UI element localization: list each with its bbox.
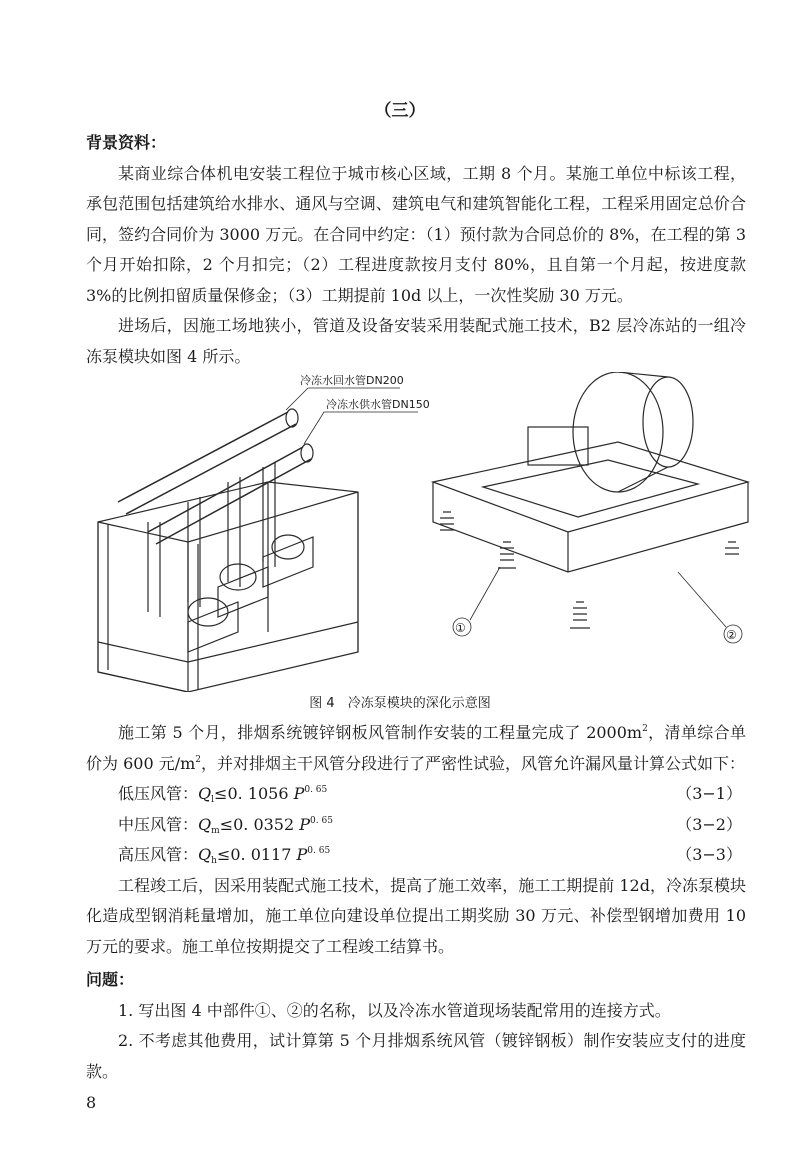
background-paragraph-1: 某商业综合体机电安装工程位于城市核心区域，工期 8 个月。某施工单位中标该工程，承包范围包括建筑给水排水、通风与空调、建筑电气和建筑智能化工程，工程采用固定总价合同，签约合同价为 3000 万元。在合同中约定：（1）预付款为合同总价的 8%，在工程的第 3 个月开始扣除，2 个月扣完；（2）工程进度款按月支付 80%，且自第一个月起，按进度款 3%的比例扣留质量保修金；（3）工期提前 10d 以上，一次性奖励 30 万元。 (86, 163, 746, 305)
duct-unit-sup-2: 2 (195, 754, 202, 765)
supply-pipe-label: 冷冻水供水管DN150 (326, 398, 430, 411)
formula-p: P (293, 784, 305, 803)
completion-paragraph: 工程竣工后，因采用装配式施工技术，提高了施工效率，施工工期提前 12d，冷冻泵模块化造成型钢消耗量增加，施工单位向建设单位提出工期奖励 30 万元、补偿型钢增加费用 10 万元的要求。施工单位按期提交了工程竣工结算书。 (86, 875, 746, 956)
questions-heading: 问题： (86, 970, 135, 989)
duct-text-a: 施工第 5 个月，排烟系统镀锌钢板风管制作安装的工程量完成了 2000m (118, 723, 643, 742)
pump-frame-drawing (98, 409, 358, 692)
formula-label: 低压风管： (118, 784, 199, 803)
figure-4 (88, 372, 752, 692)
formula-expr: ≤0. 0352 (219, 814, 300, 834)
formula-q: Q (198, 784, 212, 803)
formula-exponent: 0. 65 (307, 846, 331, 856)
duct-text-c: ，并对排烟主干风管分段进行了严密性试验，风管允许漏风量计算公式如下： (201, 753, 746, 773)
formula-label: 中压风管： (118, 814, 199, 834)
background-section (86, 128, 746, 372)
formula-number: （3−3） (676, 845, 742, 864)
question-1: 1. 写出图 4 中部件①、②的名称，以及冷冻水管道现场装配常用的连接方式。 (118, 1000, 671, 1020)
question-2: 2. 不考虑其他费用，试计算第 5 个月排烟系统风管（镀锌钢板）制作安装应支付的进度款。 (86, 1031, 746, 1081)
formula-q: Q (198, 814, 212, 834)
marker-1: ① (455, 621, 466, 635)
formula-q-sub: l (211, 795, 215, 805)
background-paragraph-2: 进场后，因施工场地狭小，管道及设备安装采用装配式施工技术，B2 层冷冻站的一组冷冻泵模块如图 4 所示。 (86, 316, 746, 366)
formula-medium-pressure (86, 810, 746, 841)
duct-text-b: ，清单综合单价为 600 元/m (86, 723, 746, 773)
marker-2: ② (726, 628, 737, 642)
figure-caption: 图 4 冷冻泵模块的深化示意图 (309, 696, 491, 711)
formula-label: 高压风管： (118, 845, 199, 864)
pump-module-drawing (88, 372, 752, 692)
formula-number: （3−2） (676, 814, 742, 834)
formula-expr: ≤0. 0117 (216, 845, 297, 864)
duct-unit-sup-1: 2 (642, 724, 648, 734)
formula-p: P (299, 814, 311, 834)
formula-expr: ≤0. 1056 (214, 784, 294, 803)
return-pipe-label: 冷冻水回水管DN200 (300, 374, 404, 387)
duct-paragraph (86, 718, 746, 779)
formula-low-pressure (86, 779, 746, 810)
section-title: （三） (374, 101, 426, 121)
isolation-base-drawing (433, 372, 748, 628)
formula-q: Q (198, 845, 212, 864)
duct-section (86, 718, 746, 962)
formula-exponent: 0. 65 (304, 785, 328, 795)
background-heading: 背景资料： (86, 133, 167, 152)
page-number: 8 (86, 1093, 97, 1112)
formula-p: P (296, 845, 308, 864)
formula-q-sub: h (211, 856, 217, 866)
formula-high-pressure (86, 840, 746, 871)
questions-section (86, 965, 746, 1087)
formula-exponent: 0. 65 (310, 815, 333, 826)
formula-number: （3−1） (676, 784, 742, 803)
formula-q-sub: m (211, 825, 220, 836)
